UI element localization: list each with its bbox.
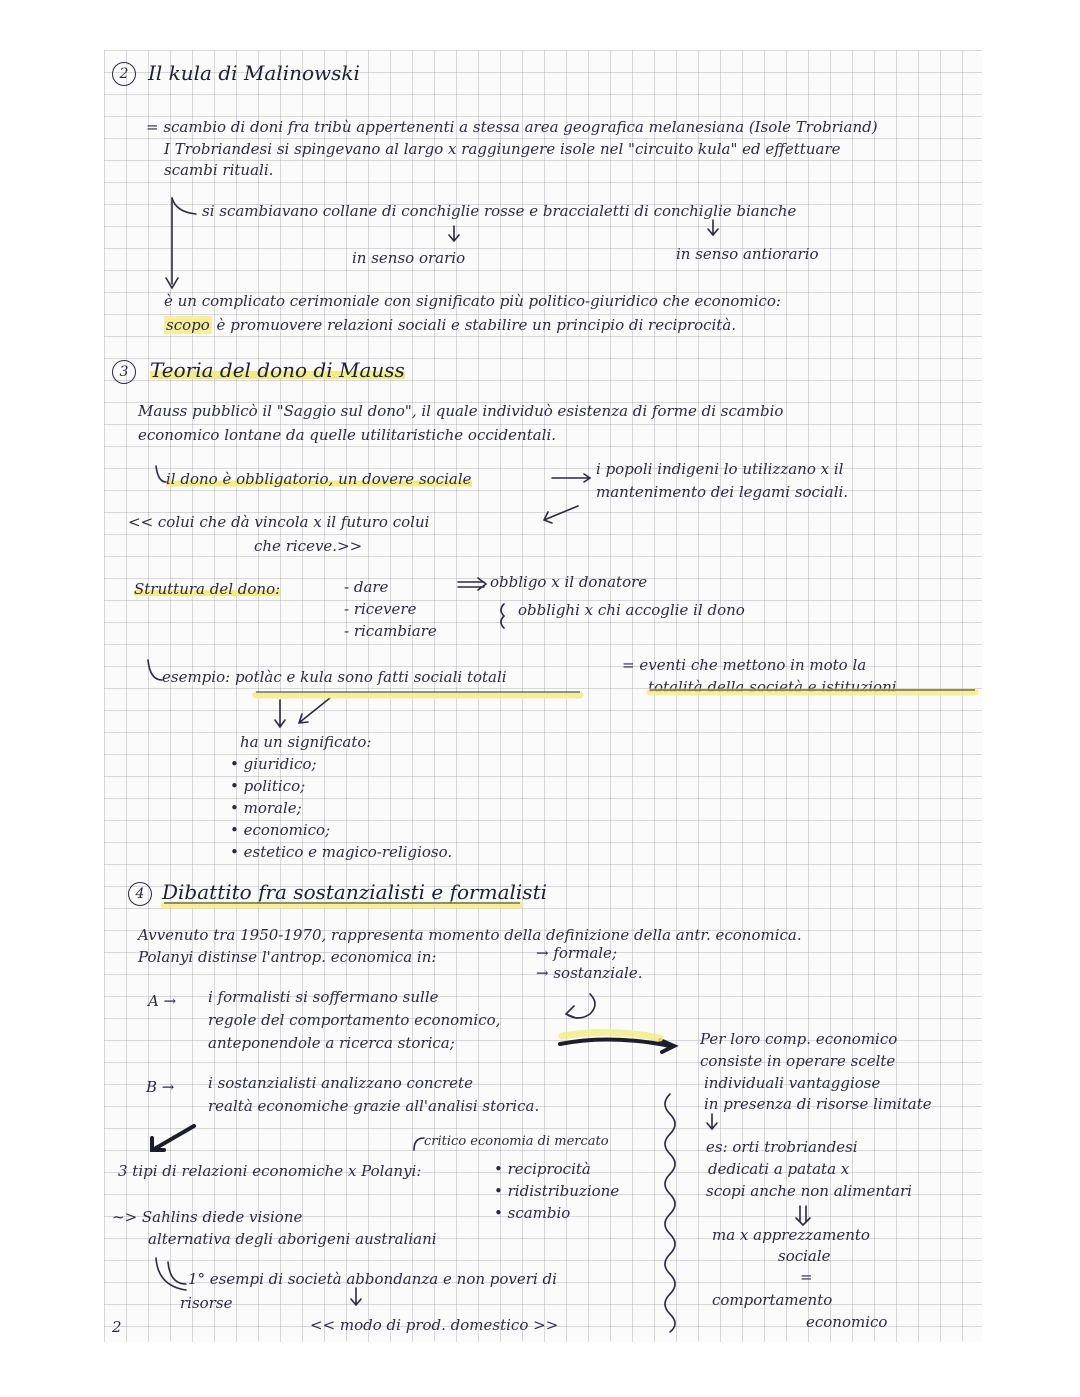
- section-4-number: 4: [128, 882, 152, 906]
- form-item: → formale;: [536, 944, 617, 962]
- double-down-arrow: [796, 1206, 810, 1225]
- market-critic-note: critico economia di mercato: [424, 1134, 609, 1149]
- relation-item: • scambio: [494, 1204, 571, 1222]
- hook-arrow: [172, 198, 196, 214]
- down-arrow: [275, 700, 285, 727]
- scope-highlight: scopo: [166, 316, 210, 334]
- meaning-item: • morale;: [230, 799, 302, 817]
- double-arrow: [458, 578, 486, 590]
- page-number: 2: [112, 1318, 122, 1336]
- section-3-number: 3: [112, 360, 136, 384]
- small-down-arrow: [449, 226, 459, 241]
- domestic-mode: << modo di prod. domestico >>: [310, 1316, 559, 1334]
- section-3-title: Teoria del dono di Mauss: [150, 358, 405, 382]
- hook-arrow: [414, 1138, 424, 1150]
- sahlins-text: ~> Sahlins diede visione: [112, 1208, 303, 1226]
- section-2-title: Il kula di Malinowski: [148, 61, 360, 85]
- structure-item: - dare: [344, 578, 389, 596]
- economic-behavior: comportamento: [712, 1291, 833, 1309]
- gift-duty-text: il dono è obbligatorio, un dovere sociale: [166, 470, 472, 488]
- receiver-obligation: obblighi x chi accoglie il dono: [518, 601, 745, 619]
- substantivists-text: i sostanzialisti analizzano concrete: [208, 1074, 473, 1092]
- kula-exchange-text: si scambiavano collane di conchiglie rosse e braccialetti di conchiglie bianche: [202, 202, 797, 220]
- bold-arrow: [156, 1126, 194, 1148]
- example-text: potlàc e kula sono fatti sociali totali: [234, 668, 507, 686]
- section-2-number: 2: [112, 62, 136, 86]
- gift-structure-label: Struttura del dono:: [134, 580, 281, 598]
- total-fact-definition: = eventi che mettono in moto la: [622, 656, 867, 674]
- counterclockwise-label: in senso antiorario: [676, 245, 819, 263]
- abundance-example: 1° esempi di società abbondanza e non poveri di: [188, 1270, 557, 1288]
- relations-label: 3 tipi di relazioni economiche x Polanyi:: [118, 1162, 422, 1180]
- hook-arrow: [156, 466, 166, 482]
- point-b-label: B →: [146, 1078, 175, 1096]
- relation-item: • reciprocità: [494, 1160, 591, 1178]
- indigenous-text: mantenimento dei legami sociali.: [596, 483, 849, 501]
- meaning-item: • estetico e magico-religioso.: [230, 843, 453, 861]
- donor-obligation: obbligo x il donatore: [490, 573, 648, 591]
- formalists-text: anteponendole a ricerca storica;: [208, 1034, 455, 1052]
- abundance-example: risorse: [180, 1294, 233, 1312]
- formalist-definition: consiste in operare scelte: [700, 1052, 896, 1070]
- debate-text: Avvenuto tra 1950-1970, rappresenta momento della definizione della antr. economica.: [138, 926, 802, 944]
- curved-arrow: [566, 994, 595, 1018]
- meaning-item: • economico;: [230, 821, 331, 839]
- ceremony-text-2: è promuovere relazioni sociali e stabilire un principio di reciprocità.: [216, 316, 737, 334]
- formalist-definition: individuali vantaggiose: [704, 1074, 881, 1092]
- structure-item: - ricambiare: [344, 622, 437, 640]
- meaning-title: ha un significato:: [240, 733, 372, 751]
- structure-item: - ricevere: [344, 600, 417, 618]
- section-4-title: Dibattito fra sostanzialisti e formalisti: [162, 880, 547, 904]
- social-appreciation: sociale: [778, 1247, 831, 1265]
- hook-arrow: [148, 660, 162, 680]
- right-arrow: [552, 474, 590, 482]
- social-appreciation: ma x apprezzamento: [712, 1226, 870, 1244]
- trobriand-example: dedicati a patata x: [708, 1160, 850, 1178]
- small-down-arrow: [708, 220, 718, 235]
- equals-sign: =: [800, 1268, 813, 1286]
- indigenous-text: i popoli indigeni lo utilizzano x il: [596, 460, 844, 478]
- kula-definition-line: scambi rituali.: [164, 161, 274, 179]
- small-down-arrow: [707, 1114, 717, 1129]
- mauss-quote: che riceve.>>: [254, 537, 363, 555]
- point-a-label: A →: [148, 992, 177, 1010]
- kula-definition-line: I Trobriandesi si spingevano al largo x raggiungere isole nel "circuito kula" ed effettuare: [164, 140, 841, 158]
- formalist-definition: Per loro comp. economico: [700, 1030, 898, 1048]
- clockwise-label: in senso orario: [352, 249, 466, 267]
- mauss-text: economico lontane da quelle utilitaristiche occidentali.: [138, 426, 557, 444]
- economic-behavior: economico: [806, 1313, 888, 1331]
- formalist-definition: in presenza di risorse limitate: [704, 1095, 932, 1113]
- left-arrow: [544, 506, 578, 523]
- example-prefix: esempio:: [162, 668, 231, 686]
- form-item: → sostanziale.: [536, 964, 643, 982]
- brace: [501, 604, 504, 628]
- bold-arrow: [560, 1039, 670, 1046]
- arrow-highlight: [562, 1032, 660, 1038]
- formalists-text: regole del comportamento economico,: [208, 1011, 501, 1029]
- polanyi-text: Polanyi distinse l'antrop. economica in:: [138, 948, 437, 966]
- double-hook-arrow: [156, 1258, 186, 1290]
- mauss-text: Mauss pubblicò il "Saggio sul dono", il quale individuò esistenza di forme di scambio: [138, 402, 784, 420]
- total-fact-definition: totalità della società e istituzioni: [648, 678, 897, 696]
- meaning-item: • giuridico;: [230, 755, 317, 773]
- mauss-quote: << colui che dà vincola x il futuro colui: [128, 513, 430, 531]
- trobriand-example: scopi anche non alimentari: [706, 1182, 912, 1200]
- trobriand-example: es: orti trobriandesi: [706, 1138, 858, 1156]
- substantivists-text: realtà economiche grazie all'analisi storica.: [208, 1097, 540, 1115]
- diagonal-arrow: [299, 698, 330, 723]
- ceremony-text: è un complicato cerimoniale con significato più politico-giuridico che economico:: [164, 292, 781, 310]
- small-down-arrow: [351, 1288, 361, 1305]
- sahlins-text: alternativa degli aborigeni australiani: [148, 1230, 437, 1248]
- formalists-text: i formalisti si soffermano sulle: [208, 988, 439, 1006]
- wavy-divider: [665, 1094, 675, 1332]
- relation-item: • ridistribuzione: [494, 1182, 620, 1200]
- kula-definition-line: = scambio di doni fra tribù appertenenti a stessa area geografica melanesiana (Isole Trobriand): [146, 118, 878, 136]
- meaning-item: • politico;: [230, 777, 306, 795]
